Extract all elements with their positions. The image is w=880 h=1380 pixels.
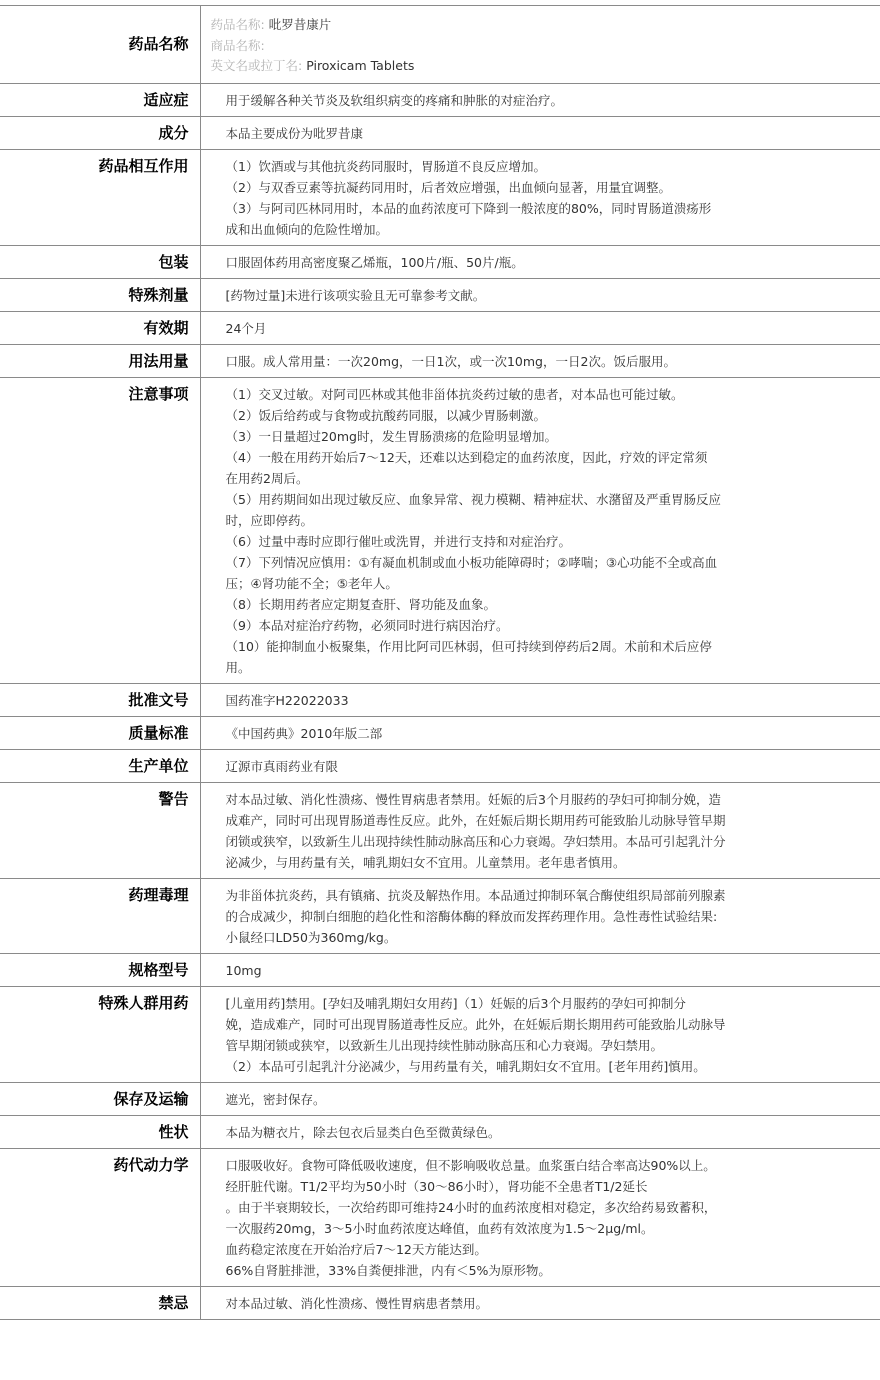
trade-name-label: 商品名称: — [210, 37, 265, 53]
value-line: （3）一日量超过20mg时，发生胃肠溃疡的危险明显增加。 — [225, 429, 557, 444]
row-value — [200, 954, 880, 987]
row-label: 药品名称 — [0, 6, 200, 84]
value-line: （5）用药期间如出现过敏反应、血象异常、视力模糊、精神症状、水潴留及严重胃肠反应 — [225, 492, 721, 507]
value-line: 小鼠经口LD50为360mg/kg。 — [225, 930, 397, 945]
info-row — [0, 378, 880, 684]
row-label: 药理毒理 — [0, 879, 200, 954]
info-row — [0, 1116, 880, 1149]
value-line: 。由于半衰期较长，一次给药即可维持24小时的血药浓度相对稳定，多次给药易致蓄积， — [225, 1200, 717, 1215]
info-row — [0, 345, 880, 378]
value-line: 在用药2周后。 — [225, 471, 309, 486]
row-value — [200, 312, 880, 345]
value-line: 娩，造成难产，同时可出现胃肠道毒性反应。此外，在妊娠后期长期用药可能致胎儿动脉导 — [225, 1017, 726, 1032]
value-line: 对本品过敏、消化性溃疡、慢性胃病患者禁用。妊娠的后3个月服药的孕妇可抑制分娩，造 — [225, 792, 721, 807]
info-row — [0, 879, 880, 954]
value-line: 为非甾体抗炎药，具有镇痛、抗炎及解热作用。本品通过抑制环氧合酶使组织局部前列腺素 — [225, 888, 726, 903]
value-line: （1）交叉过敏。对阿司匹林或其他非甾体抗炎药过敏的患者，对本品也可能过敏。 — [225, 387, 684, 402]
row-value — [200, 1116, 880, 1149]
value-line: 一次服药20mg，3～5小时血药浓度达峰值，血药有效浓度为1.5～2μg/ml。 — [225, 1221, 654, 1236]
row-drug-name — [0, 6, 880, 84]
row-value — [200, 879, 880, 954]
row-label: 用法用量 — [0, 345, 200, 378]
row-label: 注意事项 — [0, 378, 200, 684]
value-line: （8）长期用药者应定期复查肝、肾功能及血象。 — [225, 597, 496, 612]
row-value — [200, 1149, 880, 1287]
row-value — [200, 345, 880, 378]
value-line: （2）饭后给药或与食物或抗酸药同服，以减少胃肠刺激。 — [225, 408, 546, 423]
value-line: 《中国药典》2010年版二部 — [225, 726, 383, 741]
generic-name-value: 吡罗昔康片 — [268, 17, 332, 32]
row-label: 生产单位 — [0, 750, 200, 783]
value-line: （10）能抑制血小板聚集，作用比阿司匹林弱，但可持续到停药后2周。术前和术后应停 — [225, 639, 712, 654]
value-line: 闭锁或狭窄，以致新生儿出现持续性肺动脉高压和心力衰竭。孕妇禁用。本品可引起乳汁分 — [225, 834, 726, 849]
row-label: 成分 — [0, 117, 200, 150]
value-line: （4）一般在用药开始后7～12天，还难以达到稳定的血药浓度，因此，疗效的评定常须 — [225, 450, 708, 465]
row-label: 有效期 — [0, 312, 200, 345]
value-line: [药物过量]未进行该项实验且无可靠参考文献。 — [225, 288, 486, 303]
value-line: （2）与双香豆素等抗凝药同用时，后者效应增强，出血倾向显著，用量宜调整。 — [225, 180, 671, 195]
info-row — [0, 783, 880, 879]
row-value — [200, 246, 880, 279]
row-label: 性状 — [0, 1116, 200, 1149]
value-line: 成难产，同时可出现胃肠道毒性反应。此外，在妊娠后期长期用药可能致胎儿动脉导管早期 — [225, 813, 726, 828]
row-label: 保存及运输 — [0, 1083, 200, 1116]
value-line: 辽源市真雨药业有限 — [225, 759, 339, 774]
value-line: 口服吸收好。食物可降低吸收速度，但不影响吸收总量。血浆蛋白结合率高达90%以上。 — [225, 1158, 716, 1173]
value-line: 国药准字H22022033 — [225, 693, 349, 708]
row-value — [200, 84, 880, 117]
row-value — [200, 1287, 880, 1320]
row-label: 批准文号 — [0, 684, 200, 717]
info-row — [0, 684, 880, 717]
row-value — [200, 750, 880, 783]
value-line: 成和出血倾向的危险性增加。 — [225, 222, 389, 237]
row-value — [200, 987, 880, 1083]
value-line: 遮光，密封保存。 — [225, 1092, 326, 1107]
row-value — [200, 1083, 880, 1116]
row-value — [200, 150, 880, 246]
row-value — [200, 117, 880, 150]
info-row — [0, 717, 880, 750]
row-label: 特殊人群用药 — [0, 987, 200, 1083]
row-label: 禁忌 — [0, 1287, 200, 1320]
row-label: 警告 — [0, 783, 200, 879]
value-line: 本品为糖衣片，除去包衣后显类白色至微黄绿色。 — [225, 1125, 501, 1140]
row-label: 药品相互作用 — [0, 150, 200, 246]
row-value — [200, 717, 880, 750]
info-row — [0, 1287, 880, 1320]
info-row — [0, 1149, 880, 1287]
info-row — [0, 987, 880, 1083]
value-line: 24个月 — [225, 321, 267, 336]
value-line: 压；④肾功能不全；⑤老年人。 — [225, 576, 398, 591]
value-line: 口服固体药用高密度聚乙烯瓶，100片/瓶、50片/瓶。 — [225, 255, 524, 270]
row-value — [200, 378, 880, 684]
row-label: 药代动力学 — [0, 1149, 200, 1287]
value-line: 66%自肾脏排泄，33%自粪便排泄，内有＜5%为原形物。 — [225, 1263, 551, 1278]
value-line: 的合成减少，抑制白细胞的趋化性和溶酶体酶的释放而发挥药理作用。急性毒性试验结果: — [225, 909, 718, 924]
value-line: （6）过量中毒时应即行催吐或洗胃，并进行支持和对症治疗。 — [225, 534, 571, 549]
row-label: 质量标准 — [0, 717, 200, 750]
value-line: （9）本品对症治疗药物，必须同时进行病因治疗。 — [225, 618, 509, 633]
info-row — [0, 246, 880, 279]
row-label: 包装 — [0, 246, 200, 279]
value-line: 泌减少，与用药量有关，哺乳期妇女不宜用。儿童禁用。老年患者慎用。 — [225, 855, 626, 870]
info-row — [0, 954, 880, 987]
row-value — [200, 684, 880, 717]
value-line: （3）与阿司匹林同用时，本品的血药浓度可下降到一般浓度的80%，同时胃肠道溃疡形 — [225, 201, 712, 216]
value-line: 管早期闭锁或狭窄，以致新生儿出现持续性肺动脉高压和心力衰竭。孕妇禁用。 — [225, 1038, 664, 1053]
info-row — [0, 1083, 880, 1116]
value-line: 经肝脏代谢。T1/2平均为50小时（30～86小时），肾功能不全患者T1/2延长 — [225, 1179, 648, 1194]
value-line: 用于缓解各种关节炎及软组织病变的疼痛和肿胀的对症治疗。 — [225, 93, 564, 108]
value-line: （7）下列情况应慎用：①有凝血机制或血小板功能障碍时；②哮喘；③心功能不全或高血 — [225, 555, 718, 570]
generic-name-label: 药品名称: — [210, 17, 265, 32]
english-name-label: 英文名或拉丁名: — [210, 58, 303, 73]
value-line: 用。 — [225, 660, 251, 675]
info-row — [0, 279, 880, 312]
value-line: 血药稳定浓度在开始治疗后7～12天方能达到。 — [225, 1242, 487, 1257]
value-line: 10mg — [225, 963, 262, 978]
info-row — [0, 150, 880, 246]
english-name-value: Piroxicam Tablets — [306, 58, 415, 73]
drug-info-table — [0, 5, 880, 1320]
value-line: 本品主要成份为吡罗昔康 — [225, 126, 364, 141]
info-row — [0, 312, 880, 345]
value-line: （1）饮酒或与其他抗炎药同服时，胃肠道不良反应增加。 — [225, 159, 546, 174]
value-line: 时，应即停药。 — [225, 513, 314, 528]
row-label: 规格型号 — [0, 954, 200, 987]
row-value — [200, 279, 880, 312]
value-line: 对本品过敏、消化性溃疡、慢性胃病患者禁用。 — [225, 1296, 489, 1311]
value-line: [儿童用药]禁用。[孕妇及哺乳期妇女用药]（1）妊娠的后3个月服药的孕妇可抑制分 — [225, 996, 686, 1011]
drug-name-values — [200, 6, 880, 84]
row-label: 适应症 — [0, 84, 200, 117]
value-line: （2）本品可引起乳汁分泌减少，与用药量有关，哺乳期妇女不宜用。[老年用药]慎用。 — [225, 1059, 706, 1074]
row-value — [200, 783, 880, 879]
value-line: 口服。成人常用量：一次20mg，一日1次，或一次10mg，一日2次。饭后服用。 — [225, 354, 676, 369]
info-row — [0, 117, 880, 150]
info-row — [0, 84, 880, 117]
info-row — [0, 750, 880, 783]
row-label: 特殊剂量 — [0, 279, 200, 312]
